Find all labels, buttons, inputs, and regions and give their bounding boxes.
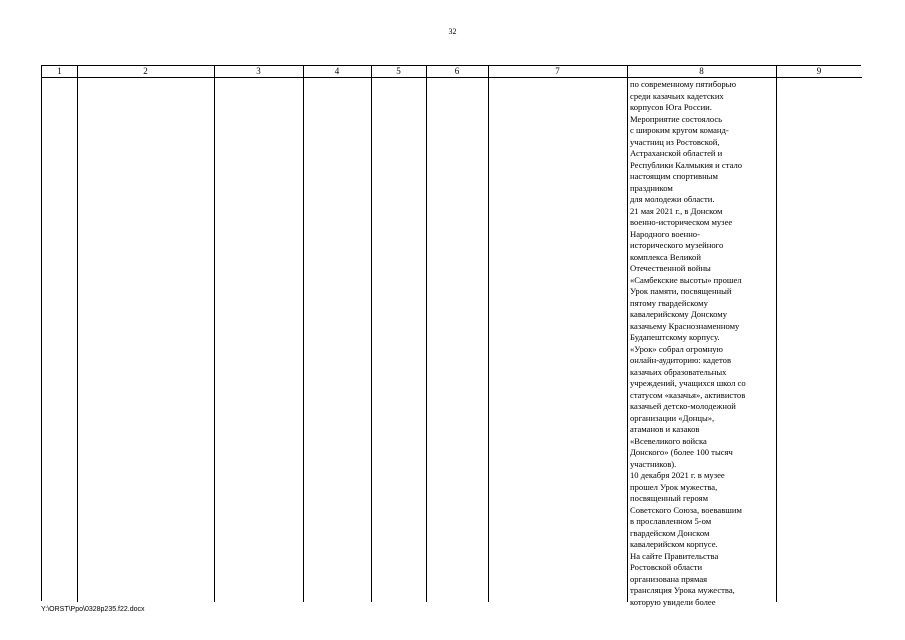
cell-text-line: казачьей детско-молодежной <box>630 401 736 411</box>
cell-text-line: военно-историческом музее <box>630 217 733 227</box>
cell-text-line: корпусов Юга России. <box>630 102 712 112</box>
cell-text-line: исторического музейного <box>630 240 724 250</box>
cell-text-line: в прославленном 5-ом <box>630 516 712 526</box>
cell-text-line: участников). <box>630 458 677 469</box>
column-header-7: 7 <box>555 66 560 76</box>
cell-text-line: посвященный героям <box>630 493 709 503</box>
cell-text-line: Ростовской области <box>630 562 703 572</box>
cell-text-line: учреждений, учащихся школ со <box>630 378 746 388</box>
cell-text-line: кавалерийском корпусе. <box>630 539 718 549</box>
column-divider <box>214 66 215 602</box>
column-header-9: 9 <box>816 66 822 76</box>
column-8-cell-text <box>630 79 776 608</box>
cell-text-line: участниц из Ростовской, <box>630 136 720 147</box>
column-divider <box>627 66 628 602</box>
cell-text-line: кавалерийскому Донскому <box>630 309 728 319</box>
cell-text-line: по современному пятиборью <box>630 79 737 89</box>
column-divider <box>426 66 427 602</box>
cell-text-line: среди казачьих кадетских <box>630 90 724 101</box>
cell-text-line: 21 мая 2021 г., в Донском <box>630 205 723 216</box>
cell-text-line: статусом «казачья», активистов <box>630 389 746 400</box>
cell-text-line: онлайн-аудиторию: кадетов <box>630 355 731 365</box>
header-row-divider <box>42 77 862 78</box>
cell-text-line: «Самбекские высоты» прошел <box>630 274 742 285</box>
column-header-5: 5 <box>396 66 401 76</box>
cell-text-line: гвардейском Донском <box>630 527 710 538</box>
cell-text-line: Урок памяти, посвященный <box>630 286 732 296</box>
cell-text-line: трансляция Урока мужества, <box>630 585 735 595</box>
cell-text-line: Республики Калмыкия и стало <box>630 159 743 170</box>
column-header-1: 1 <box>57 66 62 76</box>
column-divider <box>303 66 304 602</box>
column-divider <box>488 66 489 602</box>
cell-text-line: для молодежи области. <box>630 194 715 204</box>
column-header-4: 4 <box>334 66 340 76</box>
cell-text-line: казачьих образовательных <box>630 366 727 377</box>
column-header-3: 3 <box>256 66 261 76</box>
page-number: 32 <box>448 27 457 36</box>
cell-text-line: Будапештскому корпусу. <box>630 332 720 342</box>
cell-text-line: пятому гвардейскому <box>630 297 708 308</box>
column-divider <box>776 66 777 602</box>
footer-file-path: Y:\ORST\Ppo\0328p235.f22.docx <box>41 606 145 613</box>
cell-text-line: На сайте Правительства <box>630 550 719 561</box>
cell-text-line: казачьему Краснознаменному <box>630 320 740 331</box>
cell-text-line: настоящим спортивным <box>630 171 718 181</box>
cell-text-line: праздником <box>630 182 673 193</box>
cell-text-line: Отечественной войны <box>630 263 711 273</box>
cell-text-line: организации «Донцы», <box>630 412 715 423</box>
cell-text-line: атаманов и казаков <box>630 424 700 434</box>
column-header-6: 6 <box>454 66 460 76</box>
cell-text-line: «Всевеликого войска <box>630 435 707 446</box>
column-divider <box>77 66 78 602</box>
cell-text-line: Советского Союза, воевавшим <box>630 504 742 515</box>
cell-text-line: которую увидели более <box>630 596 716 607</box>
document-table <box>41 65 861 607</box>
column-header-8: 8 <box>699 66 704 76</box>
cell-text-line: Донского» (более 100 тысяч <box>630 447 733 457</box>
cell-text-line: Астраханской областей и <box>630 148 723 158</box>
cell-text-line: «Урок» собрал огромную <box>630 343 723 354</box>
cell-text-line: комплекса Великой <box>630 251 701 262</box>
cell-text-line: организована прямая <box>630 573 708 584</box>
cell-text-line: Народного военно- <box>630 228 700 239</box>
column-header-2: 2 <box>143 66 148 76</box>
cell-text-line: с широким кругом команд- <box>630 125 729 135</box>
cell-text-line: 10 декабря 2021 г. в музее <box>630 470 725 480</box>
cell-text-line: прошел Урок мужества, <box>630 481 718 492</box>
column-divider <box>371 66 372 602</box>
cell-text-line: Мероприятие состоялось <box>630 113 723 124</box>
